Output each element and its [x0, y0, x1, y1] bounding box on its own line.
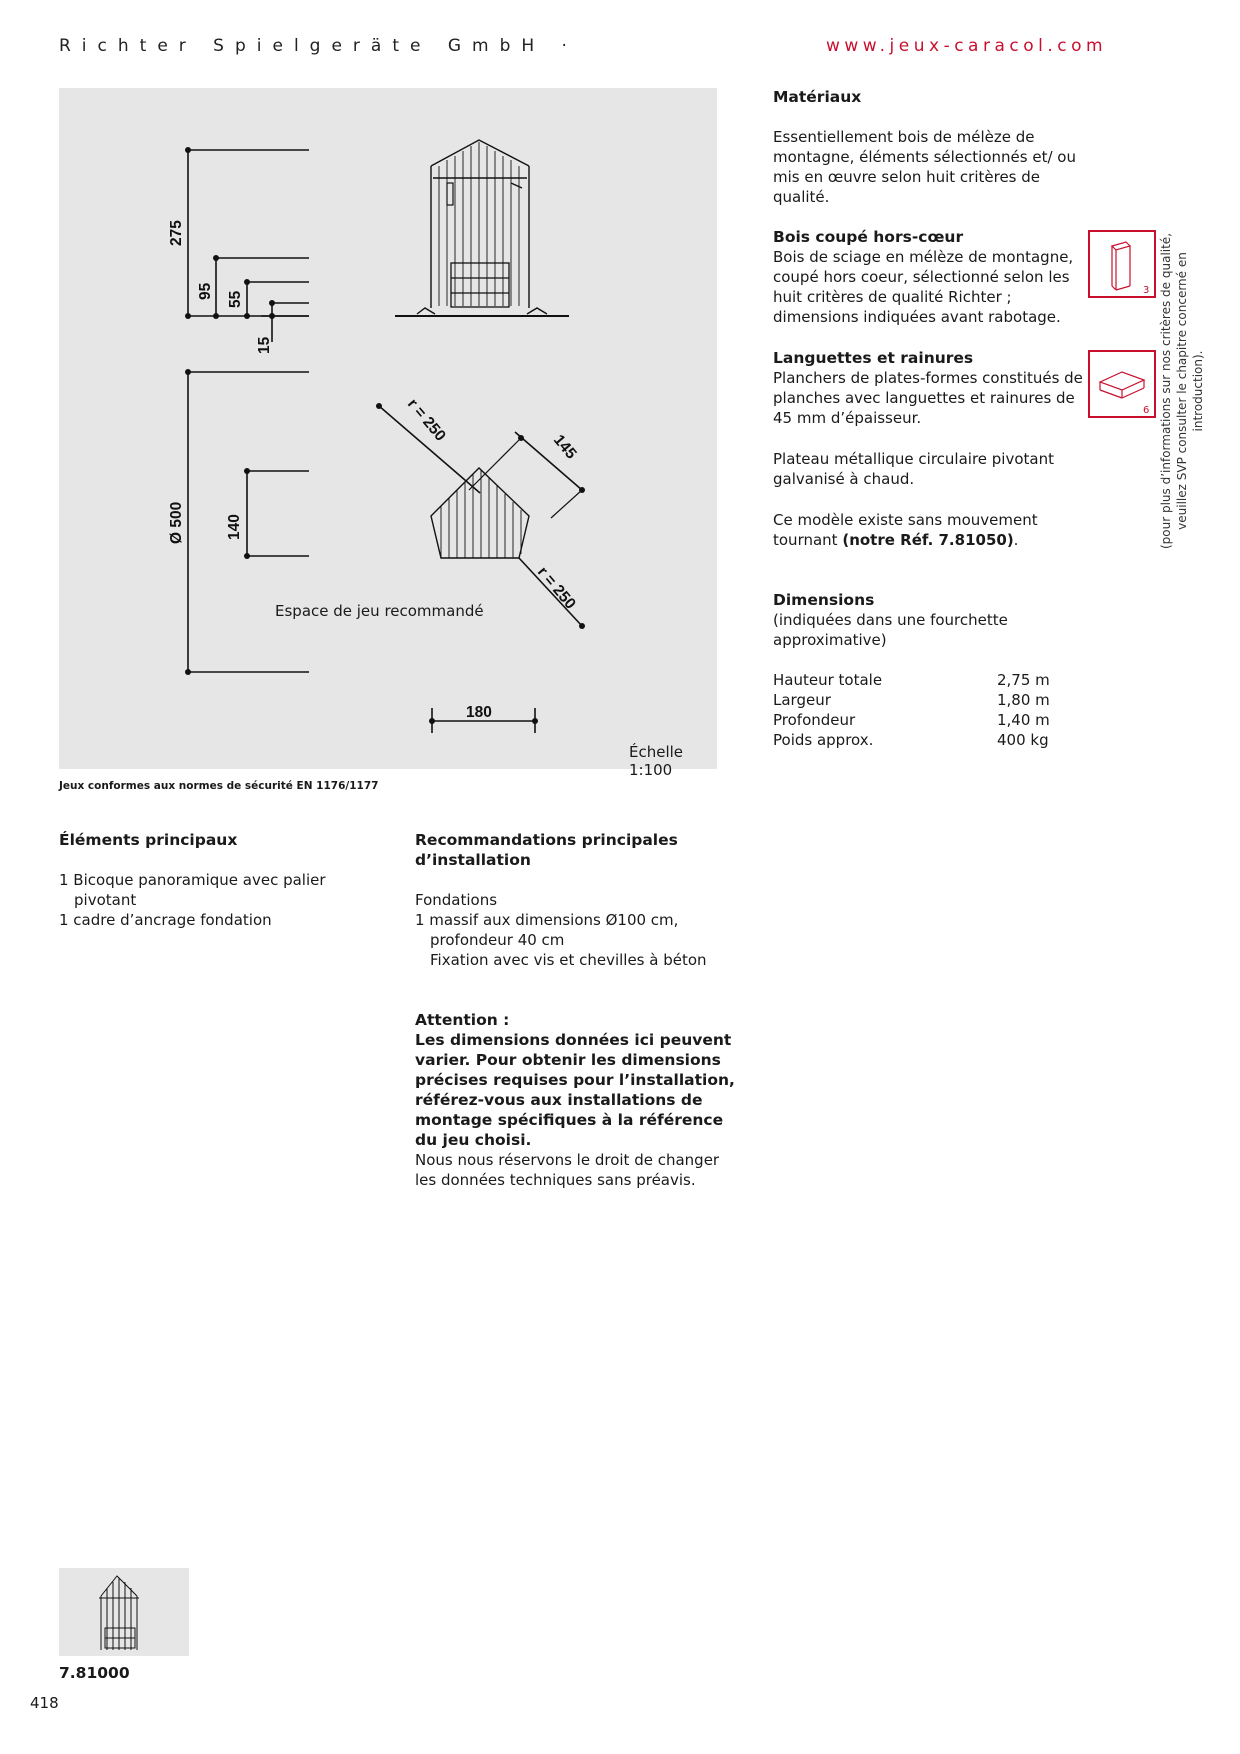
dimension-row: [773, 730, 1103, 750]
variant-text: Ce modèle existe sans mouvement tournant: [773, 511, 1038, 549]
tongue-section: [773, 348, 1085, 428]
dimension-label: Poids approx.: [773, 731, 874, 749]
product-number: 7.81000: [59, 1664, 130, 1682]
play-area-caption: Espace de jeu recommandé: [275, 602, 484, 620]
dim-275: 275: [168, 220, 185, 246]
dim-radius-250-top: r = 250: [403, 395, 449, 445]
dim-145: 145: [549, 431, 580, 463]
materials-text: Essentiellement bois de mélèze de montagne, éléments sélectionnés et/ ou mis en œuvre selon huit critères de qualité.: [773, 128, 1076, 206]
dim-diameter-500: Ø 500: [168, 501, 185, 544]
foundation-line: 1 massif aux dimensions Ø100 cm,: [415, 911, 679, 929]
element-item: 1 Bicoque panoramique avec palier: [59, 871, 326, 889]
dim-180: 180: [466, 704, 492, 721]
dimension-label: Profondeur: [773, 711, 856, 729]
dimension-value: 400 kg: [997, 731, 1049, 749]
materials-heading: Matériaux: [773, 88, 862, 106]
element-item-cont: pivotant: [74, 891, 137, 909]
tongue-text: Planchers de plates-formes constitués de planches avec languettes et rainures de 45 mm d’épaisseur.: [773, 369, 1083, 427]
product-thumbnail: [59, 1568, 189, 1656]
attention-heading: Attention :: [415, 1011, 510, 1029]
attention-text: Les dimensions données ici peuvent varier. Pour obtenir les dimensions précises requises pour l’installation, référez-vous aux installations de montage spécifiques à la référence du jeu choisi.: [415, 1031, 735, 1149]
icon-number-3: 3: [1143, 285, 1150, 296]
technical-drawing-panel: [59, 88, 717, 779]
foundation-line: Fixation avec vis et chevilles à béton: [430, 951, 707, 969]
dimension-value: 2,75 m: [997, 671, 1050, 689]
installation-section: [415, 830, 740, 1190]
dimension-label: Largeur: [773, 691, 831, 709]
element-item: 1 cadre d’ancrage fondation: [59, 911, 272, 929]
dimension-label: Hauteur totale: [773, 671, 883, 689]
icon-number-6: 6: [1143, 405, 1150, 416]
side-note-line2: veuillez SVP consulter le chapitre concerné en introduction).: [1175, 252, 1205, 530]
scale-label: Échelle 1:100: [629, 743, 684, 779]
hut-plan: [431, 468, 529, 558]
dimension-value: 1,40 m: [997, 711, 1050, 729]
installation-heading-cont: d’installation: [415, 851, 531, 869]
wood-section: [773, 227, 1085, 327]
dimension-row: [773, 670, 1103, 690]
quality-criteria-side-note: [1158, 216, 1206, 566]
side-note-line1: (pour plus d’informations sur nos critères de qualité,: [1159, 232, 1173, 550]
tongue-groove-icon: [1088, 350, 1156, 418]
wood-beam-icon: [1088, 230, 1156, 298]
safety-note: Jeux conformes aux normes de sécurité EN 1176/1177: [59, 780, 379, 792]
dim-140: 140: [226, 514, 243, 540]
foundation-line: profondeur 40 cm: [430, 931, 565, 949]
dimension-value: 1,80 m: [997, 691, 1050, 709]
materials-section: [773, 87, 1083, 207]
company-name: Richter Spielgeräte GmbH ·: [59, 36, 578, 56]
installation-heading: Recommandations principales: [415, 831, 678, 849]
foundations-label: Fondations: [415, 891, 498, 909]
plate-text: Plateau métallique circulaire pivotant galvanisé à chaud.: [773, 450, 1054, 488]
main-elements-heading: Éléments principaux: [59, 831, 238, 849]
dim-95: 95: [197, 282, 214, 300]
reserve-text: Nous nous réservons le droit de changer les données techniques sans préavis.: [415, 1151, 720, 1189]
dim-55: 55: [227, 290, 244, 308]
wood-text: Bois de sciage en mélèze de montagne, coupé hors coeur, sélectionné selon les huit critères de qualité Richter ; dimensions indiquées avant rabotage.: [773, 248, 1074, 326]
website-url[interactable]: www.jeux-caracol.com: [826, 36, 1108, 56]
hut-elevation: [395, 140, 569, 316]
wood-heading: Bois coupé hors-cœur: [773, 228, 964, 246]
dimensions-subheading: (indiquées dans une fourchette approximative): [773, 611, 1008, 649]
dimension-row: [773, 690, 1103, 710]
technical-drawing: [59, 88, 717, 769]
dimensions-section: [773, 590, 1103, 750]
page-number: 418: [30, 1694, 59, 1712]
dim-radius-250-bottom: r = 250: [533, 563, 579, 613]
tongue-heading: Languettes et rainures: [773, 349, 974, 367]
variant-ref: (notre Réf. 7.81050): [842, 531, 1014, 549]
dimensions-heading: Dimensions: [773, 591, 875, 609]
dim-15: 15: [256, 336, 273, 354]
variant-section: Ce modèle existe sans mouvement tournant (notre Réf. 7.81050).: [773, 511, 1038, 549]
dimension-row: [773, 710, 1103, 730]
main-elements-section: [59, 830, 379, 930]
